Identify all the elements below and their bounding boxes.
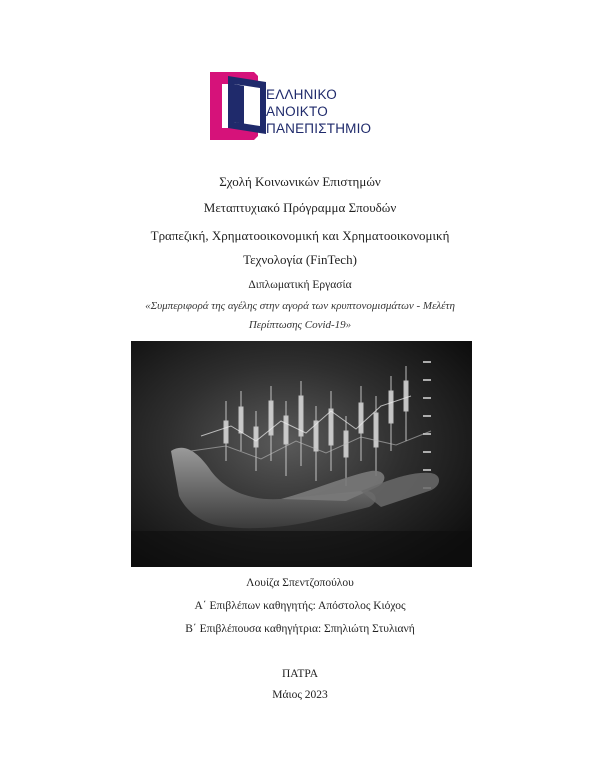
document-type: Διπλωματική Εργασία xyxy=(248,279,352,291)
supervisor-a: Α΄ Επιβλέπων καθηγητής: Απόστολος Κιόχος xyxy=(194,600,406,612)
university-name xyxy=(266,86,371,137)
hands-chart-icon xyxy=(131,341,472,567)
program-name: Μεταπτυχιακό Πρόγραμμα Σπουδών xyxy=(203,200,397,215)
logo-line-2: ΑΝΟΙΚΤΟ xyxy=(266,104,328,119)
logo-line-1: ΕΛΛΗΝΙΚΟ xyxy=(266,87,337,102)
school-name: Σχολή Κοινωνικών Επιστημών xyxy=(219,174,381,189)
track-line-2: Τεχνολογία (FinTech) xyxy=(243,252,357,267)
supervisor-b: Β΄ Επιβλέπουσα καθηγήτρια: Σπηλιώτη Στυλιανή xyxy=(185,623,415,635)
cover-photo xyxy=(131,341,472,567)
date: Μάιος 2023 xyxy=(272,689,328,701)
author-name: Λουίζα Σπεντζοπούλου xyxy=(246,577,354,589)
thesis-title-line-1: «Συμπεριφορά της αγέλης στην αγορά των κρυπτονομισμάτων - Μελέτη xyxy=(145,300,455,312)
city: ΠΑΤΡΑ xyxy=(281,668,319,680)
track-line-1: Τραπεζική, Χρηματοοικονομική και Χρηματοοικονομική xyxy=(150,228,450,243)
logo-line-3: ΠΑΝΕΠΙΣΤΗΜΙΟ xyxy=(266,121,372,136)
thesis-title-line-2: Περίπτωσης Covid-19» xyxy=(248,319,352,331)
